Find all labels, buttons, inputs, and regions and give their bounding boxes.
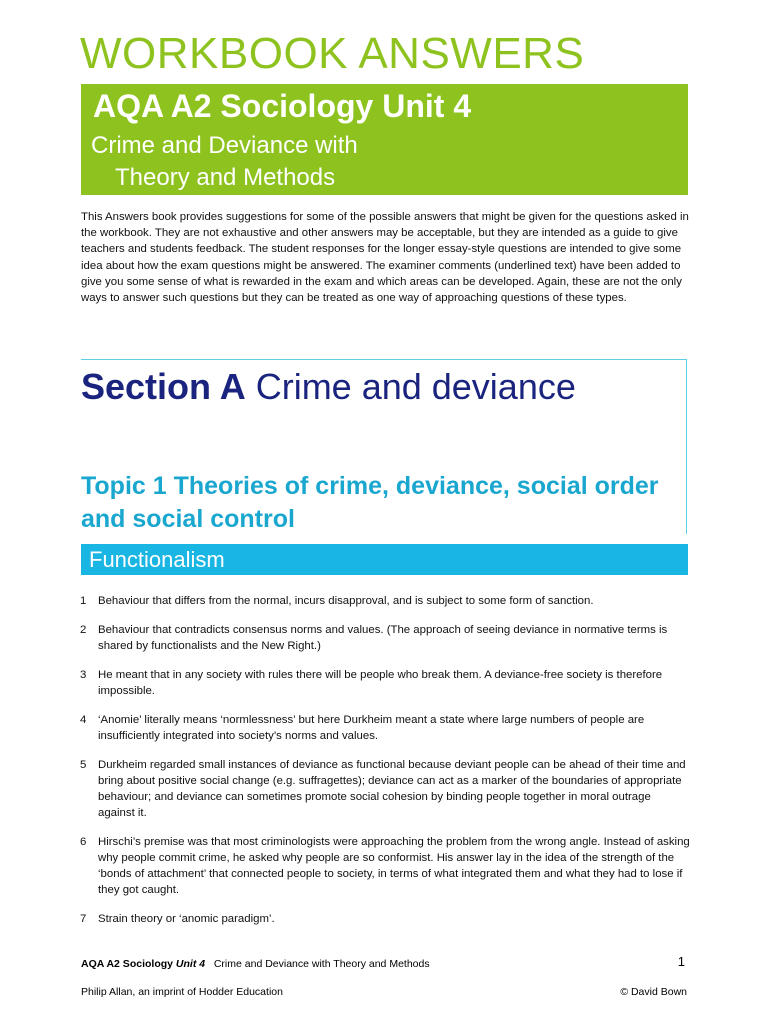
publisher-footer (81, 984, 687, 1000)
answer-item (80, 667, 690, 699)
answer-item (80, 911, 690, 927)
answer-text: Hirschi’s premise was that most criminologists were approaching the problem from the wrong angle. Instead of asking why people commit crime, he asked why people are so conformist. His answer lay in the idea of the strength of the ‘bonds of attachment’ that connected people to society, in terms of what integrated them and what they had to lose if they got caught. (98, 836, 690, 896)
answer-text: Behaviour that differs from the normal, incurs disapproval, and is subject to some form of sanction. (98, 595, 594, 607)
footer-book-subtitle: Crime and Deviance with Theory and Methods (213, 958, 430, 970)
answer-item (80, 712, 690, 744)
answer-item (80, 622, 690, 654)
answer-number: 5 (80, 759, 87, 771)
answer-number: 2 (80, 624, 87, 636)
answer-list (80, 593, 690, 940)
answer-text: Durkheim regarded small instances of deviance as functional because deviant people can be ahead of their time and bring about positive social change (e.g. suffragettes); deviance can act as a marker of the boundaries of appropriate behaviour; and deviance can sometimes promote social cohesion by binding people together in moral outrage against it. (98, 759, 686, 819)
answer-text: He meant that in any society with rules there will be people who break them. A deviance-free society is therefore impossible. (98, 669, 663, 697)
unit-banner (81, 84, 688, 195)
answer-item (80, 593, 690, 609)
section-label: Section A (81, 366, 246, 407)
answer-number: 3 (80, 669, 87, 681)
footer-unit: Unit 4 (175, 958, 206, 970)
intro-paragraph: This Answers book provides suggestions for some of the possible answers that might be given for the questions asked in the workbook. They are not exhaustive and other answers may be acceptable, but they are intended as a guide to give teachers and students feedback. The student responses for the longer essay-style questions are intended to give some idea about how the exam questions might be answered. The examiner comments (underlined text) have been added to give you some sense of what is rewarded in the exam and which areas can be developed. Again, these are not the only ways to answer such questions but they can be treated as one way of approaching questions of these types. (81, 211, 689, 305)
copyright-text: © David Bown (620, 986, 687, 998)
section-heading (81, 364, 681, 410)
answer-number: 1 (80, 595, 87, 607)
subheading-functionalism: Functionalism (89, 547, 225, 572)
section-frame-top-rule (81, 359, 687, 360)
answer-number: 7 (80, 913, 87, 925)
unit-title: AQA A2 Sociology Unit 4 (93, 88, 472, 124)
publisher-text: Philip Allan, an imprint of Hodder Education (81, 986, 283, 998)
section-frame-right-rule (686, 359, 687, 534)
answer-number: 4 (80, 714, 87, 726)
unit-subtitle-line1: Crime and Deviance with (91, 132, 358, 159)
answer-text: Strain theory or ‘anomic paradigm’. (98, 913, 275, 925)
answer-text: ‘Anomie’ literally means ‘normlessness’ but here Durkheim meant a state where large numbers of people are insufficiently integrated into society’s norms and values. (98, 714, 645, 742)
topic-heading: Topic 1 Theories of crime, deviance, social order and social control (81, 472, 659, 533)
subheading-bar (81, 544, 688, 575)
workbook-title: WORKBOOK ANSWERS (80, 29, 585, 78)
footer-series: AQA A2 Sociology (81, 958, 173, 970)
answer-number: 6 (80, 836, 87, 848)
unit-subtitle-line2: Theory and Methods (115, 164, 336, 191)
answer-item (80, 834, 690, 898)
section-title-text: Crime and deviance (245, 366, 576, 407)
running-footer (81, 956, 687, 972)
answer-item (80, 757, 690, 821)
answer-text: Behaviour that contradicts consensus norms and values. (The approach of seeing deviance in normative terms is shared by functionalists and the New Right.) (98, 624, 668, 652)
footer-book-title (81, 956, 430, 972)
page-number: 1 (677, 954, 685, 969)
